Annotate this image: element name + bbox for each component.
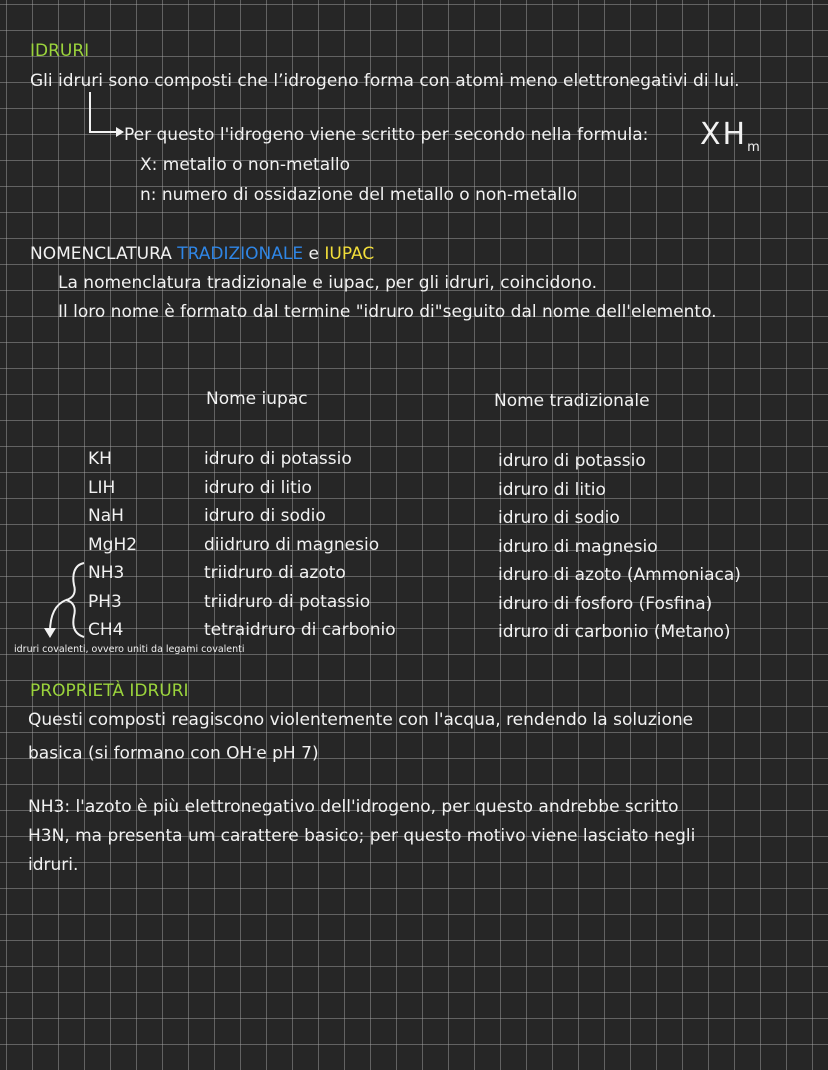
proprieta-line2-pre: basica (si formano con OH bbox=[28, 743, 253, 764]
row-traditional-name: idruro di fosforo (Fosfina) bbox=[498, 593, 713, 614]
nh3-line1: NH3: l'azoto è più elettronegativo dell'idrogeno, per questo andrebbe scritto bbox=[28, 797, 679, 817]
iupac-word: IUPAC bbox=[324, 244, 375, 264]
row-iupac-name: triidruro di potassio bbox=[204, 591, 371, 612]
row-traditional-name: idruro di magnesio bbox=[498, 536, 658, 557]
row-iupac-name: idruro di sodio bbox=[204, 506, 326, 526]
nomenclatura-word: NOMENCLATURA bbox=[30, 244, 172, 264]
down-arrowhead-icon bbox=[44, 628, 56, 638]
row-iupac-name: diidruro di magnesio bbox=[204, 534, 380, 555]
curved-arrow-icon bbox=[50, 600, 66, 632]
l-arrowhead-icon bbox=[116, 127, 124, 137]
row-formula: LIH bbox=[88, 477, 116, 498]
proprieta-line2-post: e pH 7) bbox=[256, 743, 319, 764]
n-definition: n: numero di ossidazione del metallo o non-metallo bbox=[140, 185, 578, 205]
nomenclatura-line2: Il loro nome è formato dal termine "idruro di"seguito dal nome dell'elemento. bbox=[58, 302, 717, 322]
nh3-line3: idruri. bbox=[28, 855, 79, 875]
covalent-note: idruri covalenti, ovvero uniti da legami covalenti bbox=[14, 644, 245, 655]
row-formula: PH3 bbox=[88, 591, 122, 612]
row-iupac-name: tetraidruro di carbonio bbox=[204, 620, 396, 640]
row-iupac-name: triidruro di azoto bbox=[204, 563, 346, 583]
e-word: e bbox=[308, 244, 319, 264]
row-traditional-name: idruro di potassio bbox=[498, 451, 646, 471]
section-title-idruri: IDRURI bbox=[30, 41, 90, 61]
row-traditional-name: idruro di litio bbox=[498, 479, 606, 500]
l-arrow-icon bbox=[90, 92, 122, 132]
row-iupac-name: idruro di litio bbox=[204, 477, 312, 498]
nomenclatura-title bbox=[30, 243, 374, 265]
proprieta-line2-sup: - bbox=[252, 742, 257, 755]
row-traditional-name: idruro di carbonio (Metano) bbox=[498, 622, 731, 642]
formula-main: XH bbox=[700, 117, 748, 152]
tradizionale-word: TRADIZIONALE bbox=[177, 244, 304, 264]
row-formula: NaH bbox=[88, 506, 124, 526]
row-formula: NH3 bbox=[88, 563, 125, 583]
nomenclatura-line1: La nomenclatura tradizionale e iupac, per gli idruri, coincidono. bbox=[58, 273, 598, 293]
row-traditional-name: idruro di azoto (Ammoniaca) bbox=[498, 565, 741, 585]
proprieta-line1: Questi composti reagiscono violentemente con l'acqua, rendendo la soluzione bbox=[28, 710, 694, 730]
formula-sub: m bbox=[747, 140, 760, 155]
proprieta-title: PROPRIETÀ IDRURI bbox=[30, 681, 189, 701]
intro-text: Gli idruri sono composti che l’idrogeno forma con atomi meno elettronegativi di lui. bbox=[30, 71, 740, 91]
row-iupac-name: idruro di potassio bbox=[204, 449, 352, 469]
curly-brace-icon bbox=[66, 563, 84, 637]
proprieta-line2 bbox=[28, 738, 319, 765]
header-nome-tradizionale: Nome tradizionale bbox=[494, 391, 650, 411]
row-traditional-name: idruro di sodio bbox=[498, 508, 620, 528]
formula-xhm bbox=[700, 118, 760, 165]
arrow-note: Per questo l'idrogeno viene scritto per secondo nella formula: bbox=[124, 125, 649, 145]
row-formula: MgH2 bbox=[88, 534, 138, 555]
header-nome-iupac: Nome iupac bbox=[206, 389, 308, 409]
row-formula: KH bbox=[88, 449, 112, 469]
x-definition: X: metallo o non-metallo bbox=[140, 155, 350, 175]
nh3-line2: H3N, ma presenta um carattere basico; per questo motivo viene lasciato negli bbox=[28, 826, 696, 846]
row-formula: CH4 bbox=[88, 620, 124, 640]
